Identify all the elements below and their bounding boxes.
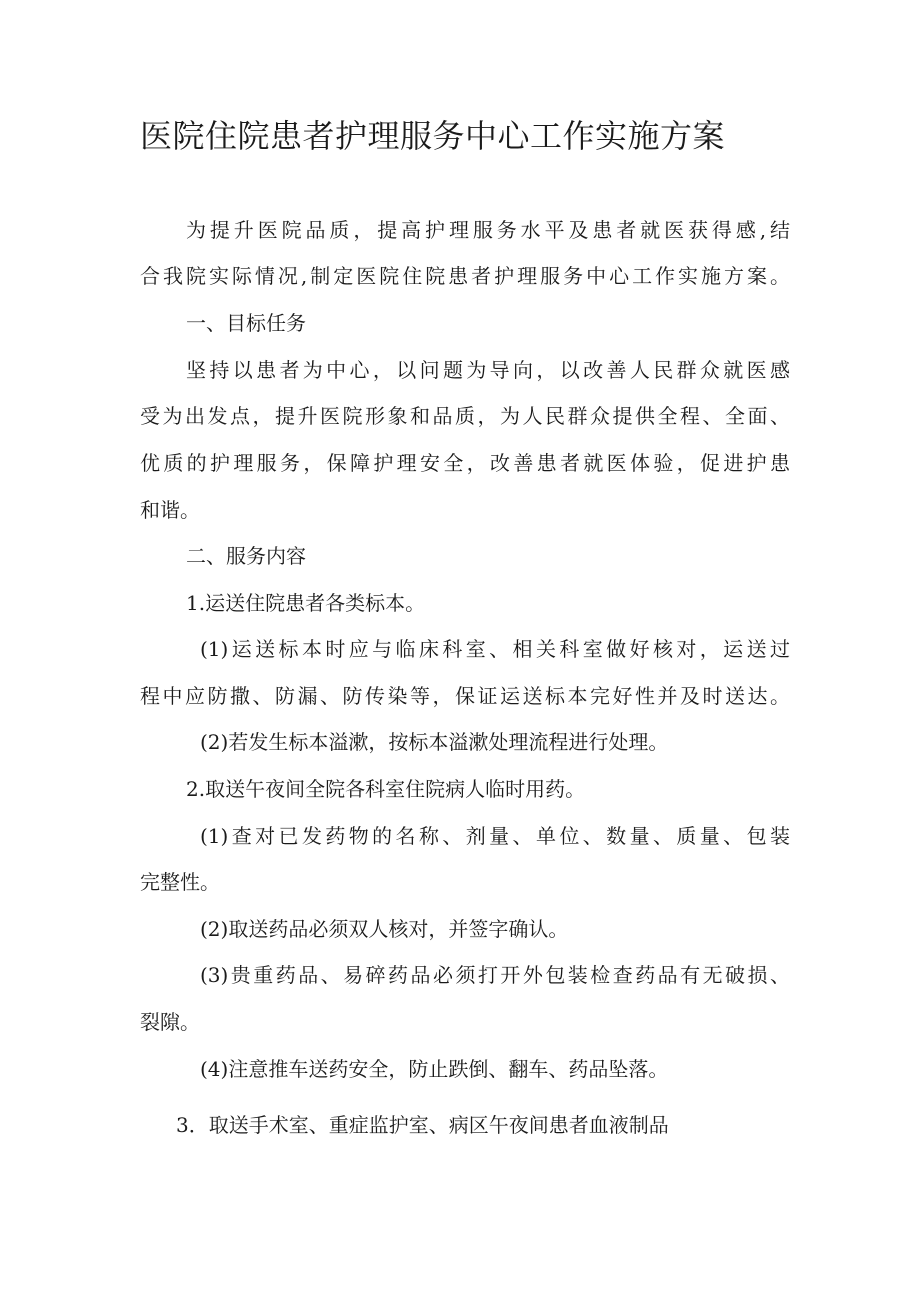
section-heading: 一、目标任务 [186,311,306,335]
list-item: 3．取送手术室、重症监护室、病区午夜间患者血液制品 [176,1113,669,1137]
paragraph-line: 坚持以患者为中心，以问题为导向，以改善人民群众就医感 [186,358,790,382]
paragraph-line: 合我院实际情况,制定医院住院患者护理服务中心工作实施方案。 [140,264,790,288]
list-subitem: (2)若发生标本溢漱，按标本溢漱处理流程进行处理。 [200,730,669,754]
list-subitem: (4)注意推车送药安全，防止跌倒、翻车、药品坠落。 [200,1057,669,1081]
list-subitem: (3)贵重药品、易碎药品必须打开外包装检查药品有无破损、 [200,963,790,987]
list-subitem: (1)查对已发药物的名称、剂量、单位、数量、质量、包装 [200,824,790,848]
section-heading: 二、服务内容 [186,544,306,568]
paragraph-line: 裂隙。 [140,1010,200,1034]
list-item: 2.取送午夜间全院各科室住院病人临时用药。 [186,777,586,801]
paragraph-line: 为提升医院品质，提高护理服务水平及患者就医获得感,结 [186,218,790,242]
paragraph-line: 程中应防撒、防漏、防传染等，保证运送标本完好性并及时送达。 [140,684,790,708]
paragraph-line: 受为出发点，提升医院形象和品质，为人民群众提供全程、全面、 [140,404,790,428]
paragraph-line: 优质的护理服务，保障护理安全，改善患者就医体验，促进护患 [140,451,790,475]
list-subitem: (2)取送药品必须双人核对，并签字确认。 [200,917,569,941]
list-item: 1.运送住院患者各类标本。 [186,591,426,615]
paragraph-line: 和谐。 [140,498,200,522]
document-title: 医院住院患者护理服务中心工作实施方案 [140,117,726,155]
paragraph-line: 完整性。 [140,870,220,894]
list-subitem: (1)运送标本时应与临床科室、相关科室做好核对，运送过 [200,637,790,661]
